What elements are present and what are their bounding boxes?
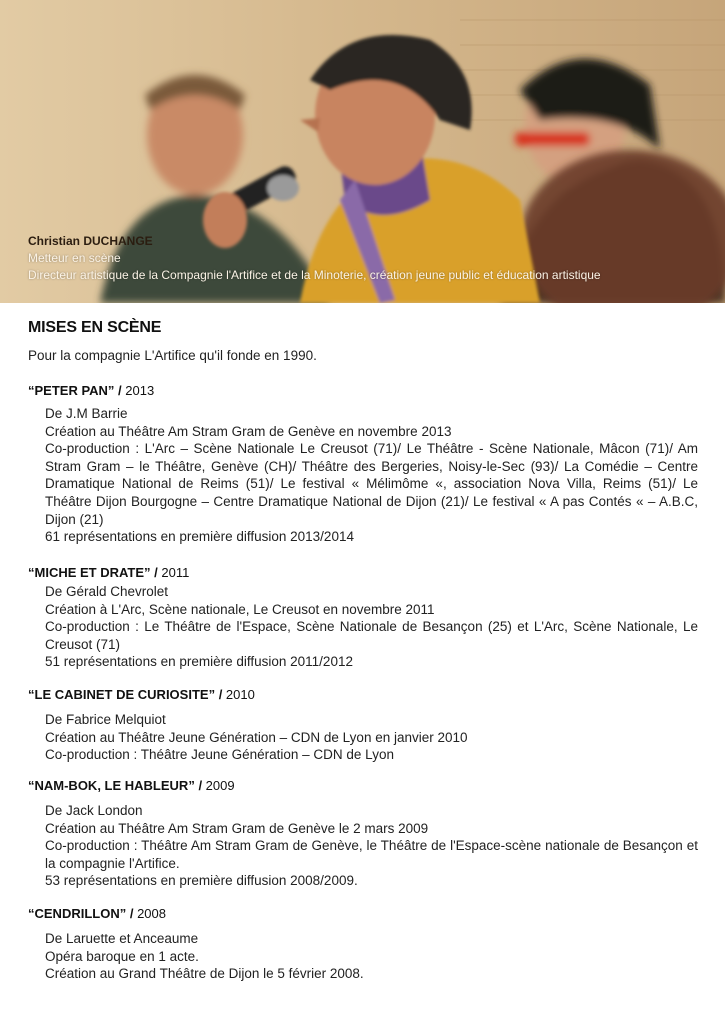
work-separator: / <box>126 906 138 921</box>
person-role: Metteur en scène <box>28 251 121 265</box>
work-author: De J.M Barrie <box>45 406 128 421</box>
work-title <box>28 906 698 924</box>
work-year: 2013 <box>125 383 155 398</box>
work-details <box>45 405 698 546</box>
work-title <box>28 383 698 401</box>
work-year: 2011 <box>161 565 190 580</box>
work-title <box>28 778 698 796</box>
work-year: 2010 <box>225 687 255 702</box>
work-performances: 51 représentations en première diffusion 2011/2012 <box>45 654 353 670</box>
section-title: MISES EN SCÈNE <box>28 319 162 336</box>
photo-caption <box>28 233 718 284</box>
work-creation: Création à L'Arc, Scène nationale, Le Creusot en novembre 2011 <box>45 601 435 617</box>
work-coproduction: Co-production : Théâtre Am Stram Gram de Genève, le Théâtre de l'Espace-scène nationale de Besançon et la compagnie l'Artifice. <box>45 838 698 871</box>
work-year: 2008 <box>137 906 166 921</box>
work-title <box>28 565 698 583</box>
work-creation: Création au Théâtre Am Stram Gram de Genève le 2 mars 2009 <box>45 820 429 836</box>
work-author: De Laruette et Anceaume <box>45 931 199 946</box>
work-coproduction: Co-production : Le Théâtre de l'Espace, Scène Nationale de Besançon (25) et L'Arc, Scène Nationale, Le Creusot (71) <box>45 619 698 652</box>
work-separator: / <box>150 565 162 580</box>
work-details <box>45 711 698 764</box>
work-separator: / <box>114 383 126 398</box>
work-genre: Opéra baroque en 1 acte. <box>45 948 199 964</box>
work-title-text: “PETER PAN” <box>28 383 115 398</box>
work-creation: Création au Théâtre Jeune Génération – CDN de Lyon en janvier 2010 <box>45 729 468 745</box>
work-cendrillon <box>28 906 698 983</box>
work-details <box>45 583 698 671</box>
work-creation: Création au Grand Théâtre de Dijon le 5 février 2008. <box>45 966 364 982</box>
work-miche-et-drate <box>28 565 698 671</box>
work-separator: / <box>215 687 226 702</box>
work-performances: 53 représentations en première diffusion 2008/2009. <box>45 873 358 889</box>
work-coproduction: Co-production : L'Arc – Scène Nationale Le Creusot (71)/ Le Théâtre - Scène Nationale, Mâcon (71)/ Am Stram Gram – le Théâtre, Genève (CH)/ Théâtre des Bergeries, Noisy-le-Sec (93)/ La Comédie – Centre Dramatique National de Reims (51)/ Le festival « Mélimôme «, association Nova Villa, Reims (51)/ Le Théâtre Dijon Bourgogne – Centre Dramatique National de Dijon (21)/ Le festival « A pas Contés « – A.B.C, Dijon (21) <box>45 441 698 527</box>
work-performances: 61 représentations en première diffusion 2013/2014 <box>45 529 354 545</box>
work-nam-bok <box>28 778 698 890</box>
work-cabinet-de-curiosite <box>28 687 698 764</box>
work-author: De Fabrice Melquiot <box>45 712 166 727</box>
work-author: De Gérald Chevrolet <box>45 584 169 599</box>
work-title-text: “MICHE ET DRATE” <box>28 565 151 580</box>
work-author: De Jack London <box>45 803 143 818</box>
work-title-text: “LE CABINET DE CURIOSITE” <box>28 687 216 702</box>
work-creation: Création au Théâtre Am Stram Gram de Genève en novembre 2013 <box>45 423 452 439</box>
work-separator: / <box>194 778 206 793</box>
work-title <box>28 687 698 705</box>
work-peter-pan <box>28 383 698 546</box>
work-title-text: “CENDRILLON” <box>28 906 127 921</box>
work-title-text: “NAM-BOK, LE HABLEUR” <box>28 778 195 793</box>
section-intro: Pour la compagnie L'Artifice qu'il fonde en 1990. <box>28 348 317 363</box>
person-name: Christian DUCHANGE <box>28 234 153 248</box>
header-photo <box>0 0 725 303</box>
work-coproduction: Co-production : Théâtre Jeune Génération – CDN de Lyon <box>45 747 394 763</box>
work-year: 2009 <box>205 778 235 793</box>
work-details <box>45 930 698 983</box>
work-details <box>45 802 698 890</box>
person-description: Directeur artistique de la Compagnie l'Artifice et de la Minoterie, création jeune public et éducation artistique <box>28 268 601 282</box>
